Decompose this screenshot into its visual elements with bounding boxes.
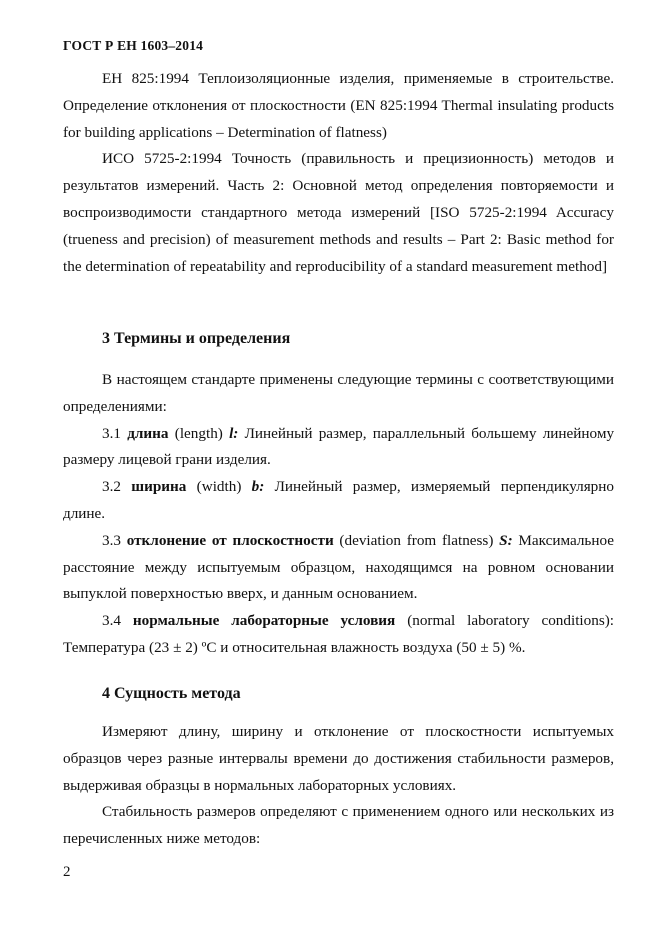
term-number: 3.1 xyxy=(102,424,121,442)
term-english: (length) xyxy=(174,424,223,442)
term-definition: Линейный размер, параллельный большему линейному размеру лицевой грани изделия. xyxy=(63,424,615,469)
references-block xyxy=(63,66,614,280)
term-name: отклонение от плоскостности xyxy=(126,531,334,549)
term-english: (width) xyxy=(196,478,242,496)
term-english: (deviation from flatness) xyxy=(339,531,494,549)
term-number: 3.4 xyxy=(102,612,121,630)
term-definition: Максимальное расстояние между испытуемым образцом, находящимся на ровном основании выпуклой поверхностью вверх, и данным основанием. xyxy=(63,531,615,603)
term-name: ширина xyxy=(131,478,187,496)
section-4-paragraph-1: Измеряют длину, ширину и отклонение от плоскостности испытуемых образцов через разные интервалы времени до достижения стабильности размеров, выдерживая образцы в нормальных лабораторных условиях. xyxy=(63,723,614,794)
term-definition: Линейный размер, измеряемый перпендикулярно длине. xyxy=(63,478,615,522)
term-english: (normal laboratory conditions): xyxy=(407,612,615,630)
term-3-3 xyxy=(63,528,614,608)
section-3-body xyxy=(63,367,614,662)
term-number: 3.3 xyxy=(102,531,121,549)
term-name: нормальные лабораторные условия xyxy=(132,612,396,630)
term-symbol: S: xyxy=(499,531,513,549)
term-3-1 xyxy=(63,421,614,475)
term-3-2 xyxy=(63,474,614,528)
page-number: 2 xyxy=(63,864,71,880)
section-3-intro: В настоящем стандарте применены следующие термины с соответствующими определениями: xyxy=(63,371,614,415)
term-definition: Температура (23 ± 2) ºС и относительная влажность воздуха (50 ± 5) %. xyxy=(63,638,526,656)
section-4-heading: 4 Сущность метода xyxy=(102,685,241,702)
term-symbol: l: xyxy=(229,424,239,442)
section-4-paragraph-2: Стабильность размеров определяют с применением одного или нескольких из перечисленных ниже методов: xyxy=(63,803,614,848)
term-3-4 xyxy=(63,608,614,662)
document-header: ГОСТ Р ЕН 1603–2014 xyxy=(63,38,204,53)
term-number: 3.2 xyxy=(102,478,121,496)
section-3-heading: 3 Термины и определения xyxy=(102,330,291,347)
term-symbol: b: xyxy=(251,478,265,496)
section-4-body xyxy=(63,719,614,853)
term-name: длина xyxy=(127,424,169,442)
reference-en-825: ЕН 825:1994 Теплоизоляционные изделия, применяемые в строительстве. Определение отклонения от плоскостности (EN 825:1994 Thermal insulating products for building applications – Determination of flatness) xyxy=(63,70,614,141)
reference-iso-5725-2: ИСО 5725-2:1994 Точность (правильность и прецизионность) методов и результатов измерений. Часть 2: Основной метод определения повторяемости и воспроизводимости стандартного метода измерений [ISO 5725-2:1994 Accuracy (trueness and precision) of measurement methods and results – Part 2: Basic method for the determination of repeatability and reproducibility of a standard measurement method] xyxy=(63,150,614,275)
